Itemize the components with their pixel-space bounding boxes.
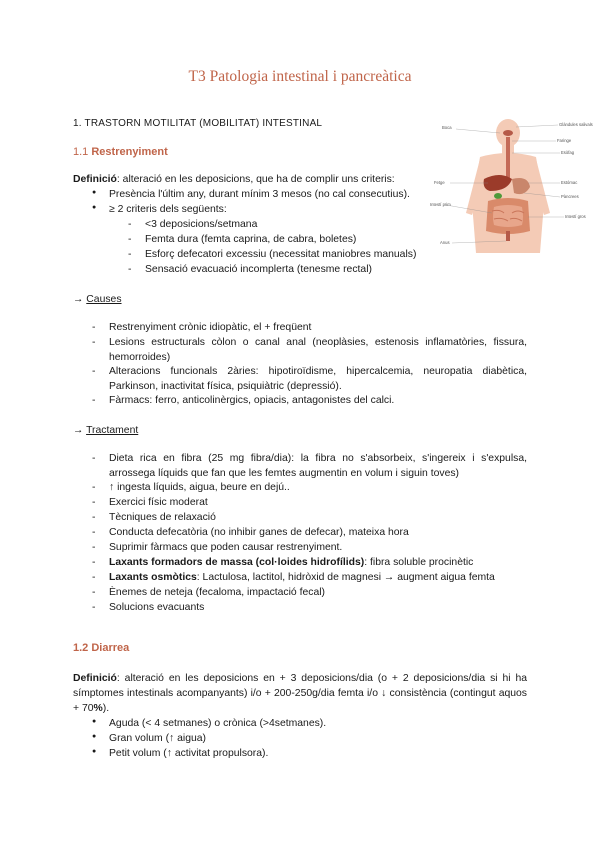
list-item: Solucions evacuants <box>109 602 205 613</box>
list-item: Lesions estructurals còlon o canal anal (neoplàsies, estenosis inflamatòries, fissura, hemorroides) <box>109 337 527 363</box>
bullet-icon: ● <box>92 748 97 755</box>
bullet-icon: ● <box>92 189 97 196</box>
label-intesti-gros: Intestí gros <box>565 214 586 219</box>
list-item <box>109 572 495 583</box>
digestive-system-figure <box>428 113 593 258</box>
mouth-shape <box>503 130 513 136</box>
list-item <box>109 557 473 568</box>
dash-icon: - <box>92 482 96 493</box>
criteria-item: <3 deposicions/setmana <box>145 219 258 230</box>
subsection-number: 1.1 <box>73 146 89 158</box>
definition-label: Definició <box>73 673 117 684</box>
small-intestine-shape <box>493 205 523 227</box>
label-faringe: Faringe <box>557 138 572 143</box>
label-fetge: Fetge <box>434 180 445 185</box>
arrow-icon: → <box>73 294 84 305</box>
list-item: Presència l'últim any, durant mínim 3 mesos (no cal consecutius). <box>109 189 410 200</box>
bullet-icon: ● <box>92 733 97 740</box>
label-boca: Boca <box>442 125 452 130</box>
list-item: Alteracions funcionals 2àries: hipotiroïdisme, hipercalcemia, neuropatia diabètica, Parkinson, inactivitat física, psiquiàtric (depressió). <box>109 366 527 392</box>
definition-paragraph <box>73 671 527 716</box>
laxatives-osmotic-label: Laxants osmòtics <box>109 572 197 583</box>
causes-label: Causes <box>86 294 122 305</box>
list-item: ≥ 2 criteris dels següents: <box>109 204 227 215</box>
definition-percent: % <box>93 703 103 714</box>
dash-icon: - <box>92 337 96 348</box>
label-glandules-salivals: Glàndules salivals <box>559 122 593 127</box>
definition-text: : alteració en les deposicions, que ha de complir uns criteris: <box>116 174 395 185</box>
dash-icon: - <box>92 602 96 613</box>
subsection-heading-restrenyiment <box>73 146 168 158</box>
definition-end: ). <box>102 703 110 714</box>
list-item: Ènemes de neteja (fecaloma, impactació fecal) <box>109 587 326 598</box>
digestive-organs <box>484 130 530 241</box>
dash-icon: - <box>92 587 96 598</box>
list-item: Restrenyiment crònic idiopàtic, el + freqüent <box>109 322 312 333</box>
list-item: Tècniques de relaxació <box>109 512 216 523</box>
dash-icon: - <box>92 572 96 583</box>
label-esofag: Esòfag <box>561 150 575 155</box>
subsection-heading-diarrea: 1.2 Diarrea <box>73 642 130 654</box>
dash-icon: - <box>92 527 96 538</box>
criteria-item: Sensació evacuació incomplerta (tenesme rectal) <box>145 264 372 275</box>
list-item: ↑ ingesta líquids, aigua, beure en dejú.. <box>109 482 290 493</box>
label-intesti-prim: Intestí prim <box>430 202 451 207</box>
dash-icon: - <box>92 322 96 333</box>
list-item: Conducta defecatòria (no inhibir ganes de defecar), mateixa hora <box>109 527 409 538</box>
treatment-label: Tractament <box>86 425 139 436</box>
bullet-icon: ● <box>92 204 97 211</box>
definition-text: : alteració en les deposicions en + 3 deposicions/dia (o + 2 deposicions/dia si hi ha símptomes intestinals acompanyants) i/o + 200-250g/dia femta i/o ↓ consistència (contingut aquos + 70 <box>73 673 527 714</box>
dash-icon: - <box>92 497 96 508</box>
label-pancrees: Pàncrees <box>561 194 579 199</box>
dash-icon: - <box>92 395 96 406</box>
dash-icon: - <box>92 542 96 553</box>
label-anus: Anus <box>440 240 450 245</box>
definition-paragraph <box>73 174 395 185</box>
list-item: Dieta rica en fibra (25 mg fibra/dia): la fibra no s'absorbeix, s'ingereix i s'expulsa, arrossega líquids que fan que les femtes augmentin en volum i siguin toves) <box>109 453 527 479</box>
list-item: Petit volum (↑ activitat propulsora). <box>109 748 269 759</box>
list-item: Gran volum (↑ aigua) <box>109 733 207 744</box>
treatment-heading <box>73 425 138 436</box>
esophagus-shape <box>506 137 510 183</box>
laxatives-osmotic-text: : Lactulosa, lactitol, hidròxid de magnesi → augment aigua femta <box>196 572 495 583</box>
dash-icon: - <box>128 249 132 260</box>
laxatives-bulk-text: : fibra soluble procinètic <box>364 557 474 568</box>
rectum-shape <box>506 231 510 241</box>
list-item: Aguda (< 4 setmanes) o crònica (>4setmanes). <box>109 718 327 729</box>
dash-icon: - <box>92 557 96 568</box>
criteria-item: Femta dura (femta caprina, de cabra, boletes) <box>145 234 357 245</box>
dash-icon: - <box>92 366 96 377</box>
laxatives-bulk-label: Laxants formadors de massa (col·loides hidrofílids) <box>109 557 365 568</box>
dash-icon: - <box>128 264 132 275</box>
dash-icon: - <box>92 453 96 464</box>
causes-heading <box>73 294 122 305</box>
list-item: Exercici físic moderat <box>109 497 208 508</box>
arrow-icon: → <box>73 425 84 436</box>
list-item: Fàrmacs: ferro, anticolinèrgics, opiacis, antagonistes del calci. <box>109 395 395 406</box>
dash-icon: - <box>128 219 132 230</box>
section-heading: 1. TRASTORN MOTILITAT (MOBILITAT) INTESTINAL <box>73 118 323 129</box>
list-item: Suprimir fàrmacs que poden causar restrenyiment. <box>109 542 343 553</box>
document-title: T3 Patologia intestinal i pancreàtica <box>188 68 412 85</box>
bullet-icon: ● <box>92 718 97 725</box>
dash-icon: - <box>92 512 96 523</box>
criteria-item: Esforç defecatori excessiu (necessitat maniobres manuals) <box>145 249 417 260</box>
subsection-title: Restrenyiment <box>91 146 168 158</box>
gallbladder-shape <box>494 193 502 199</box>
definition-label: Definició <box>73 174 117 185</box>
dash-icon: - <box>128 234 132 245</box>
label-estomac: Estómac <box>561 180 578 185</box>
